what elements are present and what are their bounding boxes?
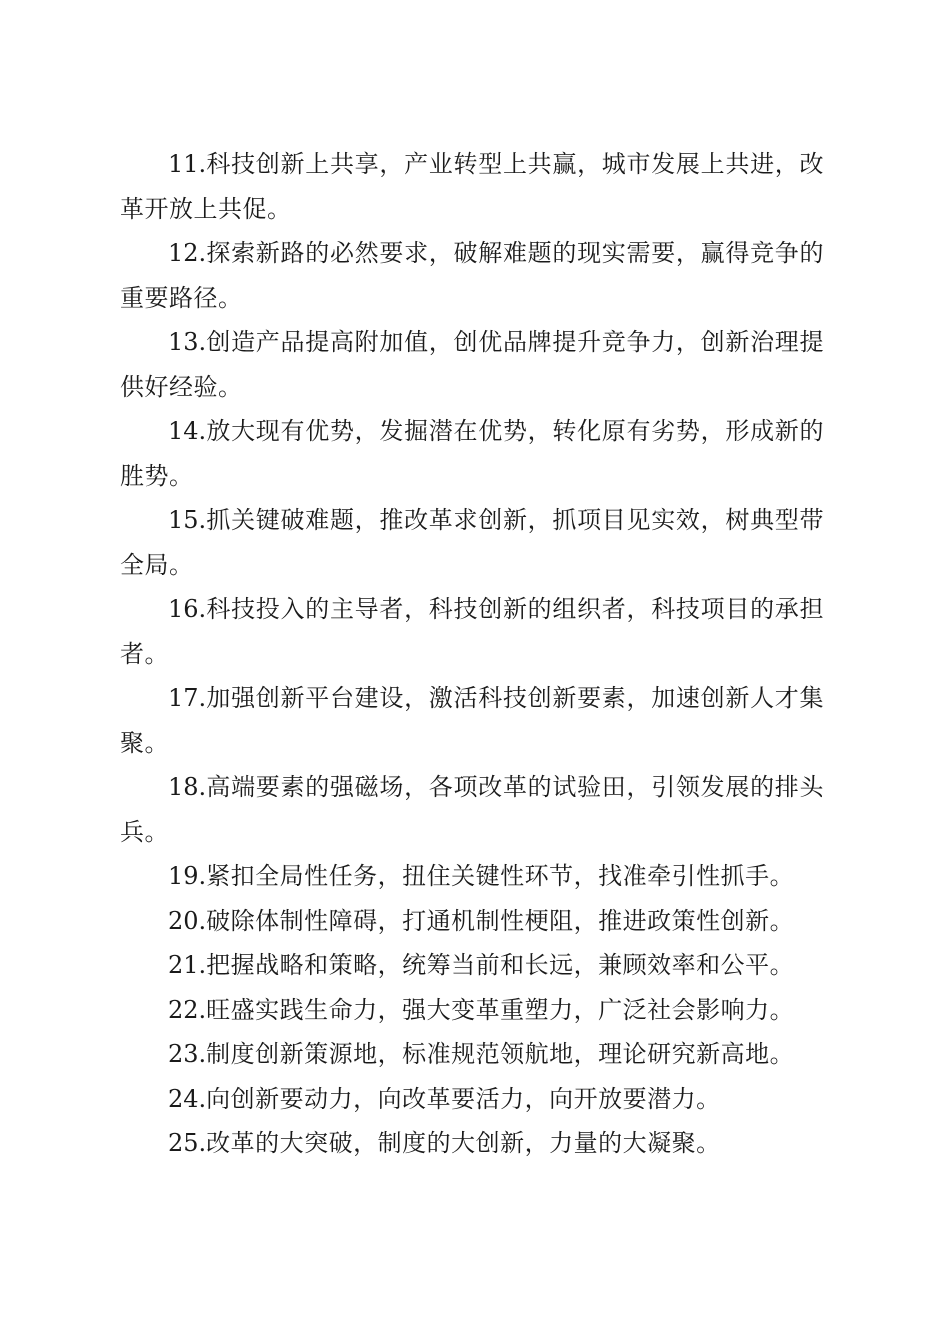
paragraph-number: 16. bbox=[168, 595, 207, 623]
paragraph-text: 科技投入的主导者，科技创新的组织者，科技项目的承担者。 bbox=[120, 595, 824, 668]
paragraph-19 bbox=[120, 854, 824, 899]
paragraph-number: 17. bbox=[168, 684, 207, 712]
paragraph-number: 22. bbox=[168, 995, 207, 1024]
paragraph-text: 创造产品提高附加值，创优品牌提升竞争力，创新治理提供好经验。 bbox=[120, 328, 824, 401]
paragraph-12 bbox=[120, 231, 824, 320]
paragraph-23 bbox=[120, 1032, 824, 1077]
paragraph-text: 向创新要动力，向改革要活力，向开放要潜力。 bbox=[206, 1084, 721, 1113]
paragraph-text: 破除体制性障碍，打通机制性梗阻，推进政策性创新。 bbox=[206, 906, 795, 935]
paragraph-text: 旺盛实践生命力，强大变革重塑力，广泛社会影响力。 bbox=[206, 995, 795, 1024]
paragraph-number: 23. bbox=[168, 1040, 207, 1068]
paragraph-14 bbox=[120, 409, 824, 498]
paragraph-number: 24. bbox=[168, 1084, 207, 1113]
paragraph-number: 12. bbox=[168, 239, 207, 267]
paragraph-20 bbox=[120, 899, 824, 944]
paragraph-text: 紧扣全局性任务，扭住关键性环节，找准牵引性抓手。 bbox=[206, 862, 795, 890]
paragraph-13 bbox=[120, 320, 824, 409]
paragraph-text: 高端要素的强磁场，各项改革的试验田，引领发展的排头兵。 bbox=[120, 773, 824, 846]
paragraph-number: 15. bbox=[168, 506, 207, 534]
paragraph-15 bbox=[120, 498, 824, 587]
paragraph-text: 探索新路的必然要求，破解难题的现实需要，赢得竞争的重要路径。 bbox=[120, 239, 824, 312]
paragraph-number: 14. bbox=[168, 417, 207, 445]
paragraph-text: 放大现有优势，发掘潜在优势，转化原有劣势，形成新的胜势。 bbox=[120, 417, 824, 490]
paragraph-number: 13. bbox=[168, 328, 207, 356]
paragraph-text: 科技创新上共享，产业转型上共赢，城市发展上共进，改革开放上共促。 bbox=[120, 150, 824, 223]
paragraph-text: 加强创新平台建设，激活科技创新要素，加速创新人才集聚。 bbox=[120, 684, 824, 757]
paragraph-text: 抓关键破难题，推改革求创新，抓项目见实效，树典型带全局。 bbox=[120, 506, 824, 579]
paragraph-number: 21. bbox=[168, 951, 207, 979]
paragraph-22 bbox=[120, 988, 824, 1033]
paragraph-text: 把握战略和策略，统筹当前和长远，兼顾效率和公平。 bbox=[206, 951, 795, 979]
paragraph-17 bbox=[120, 676, 824, 765]
paragraph-16 bbox=[120, 587, 824, 676]
paragraph-24 bbox=[120, 1077, 824, 1122]
paragraph-text: 改革的大突破，制度的大创新，力量的大凝聚。 bbox=[206, 1129, 721, 1157]
document-body bbox=[120, 142, 824, 1166]
paragraph-number: 20. bbox=[168, 906, 207, 935]
paragraph-text: 制度创新策源地，标准规范领航地，理论研究新高地。 bbox=[206, 1040, 795, 1068]
paragraph-number: 25. bbox=[168, 1129, 207, 1157]
paragraph-18 bbox=[120, 765, 824, 854]
paragraph-25 bbox=[120, 1121, 824, 1166]
paragraph-11 bbox=[120, 142, 824, 231]
paragraph-21 bbox=[120, 943, 824, 988]
paragraph-number: 19. bbox=[168, 862, 207, 890]
paragraph-number: 18. bbox=[168, 773, 207, 801]
paragraph-number: 11. bbox=[168, 150, 207, 178]
